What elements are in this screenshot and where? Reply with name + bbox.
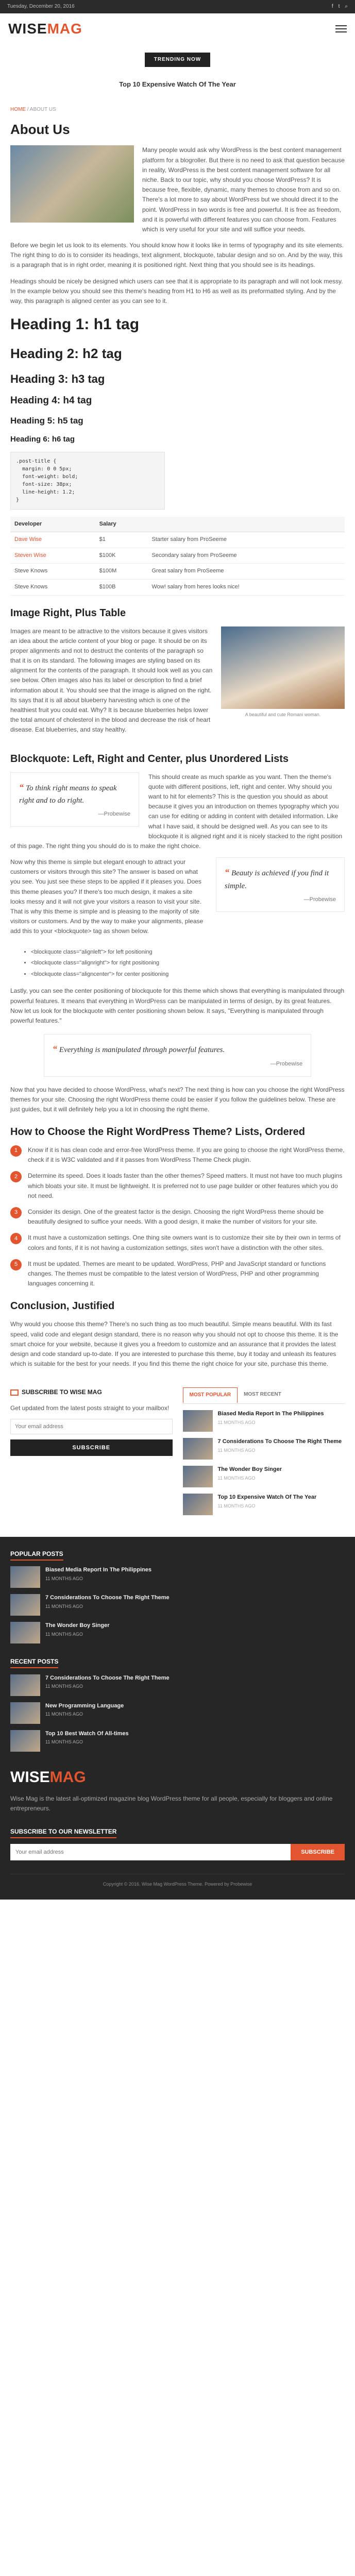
twitter-icon[interactable]: t — [338, 4, 340, 9]
section-heading-blockquote: Blockquote: Left, Right and Center, plus Unordered Lists — [10, 753, 289, 765]
footer-recent — [10, 1657, 345, 1751]
breadcrumb-home[interactable]: HOME — [10, 106, 26, 112]
table-cell: $100M — [95, 564, 148, 580]
list-item — [10, 1233, 345, 1252]
salary-table — [10, 517, 345, 596]
post-thumbnail[interactable] — [183, 1494, 213, 1515]
social-icons — [332, 3, 348, 11]
list-item: • <blockquote class="alignright"> for right positioning — [31, 959, 345, 968]
post-thumbnail[interactable] — [10, 1702, 40, 1724]
list-item — [10, 1207, 345, 1227]
date-text: Tuesday, December 20, 2016 — [7, 4, 75, 9]
footer-about — [10, 1765, 345, 1814]
post-title[interactable]: Biased Media Report In The Philippines — [217, 1411, 324, 1417]
post-date: 11 MONTHS AGO — [217, 1503, 256, 1509]
post-title[interactable]: 7 Considerations To Choose The Right Theme — [217, 1438, 342, 1445]
quote-icon: “ — [52, 1044, 57, 1055]
table-header — [147, 517, 345, 532]
site-logo[interactable] — [8, 18, 82, 41]
main-content — [0, 106, 355, 1537]
list-item[interactable] — [183, 1494, 345, 1515]
list-item[interactable] — [183, 1410, 345, 1432]
posts-tabs-widget — [183, 1387, 345, 1521]
header — [0, 13, 355, 44]
quote-paragraph-3: Lastly, you can see the center positioning of blockquote for this theme which shows that everything is manipulated through powerful features. It means that everything in WordPress can be manipulated in terms of design, by its great features. Now let us look for the blockquote with center positioning shown below. It says, "Everything is manipulated through powerful features." — [10, 987, 345, 1024]
list-item[interactable] — [10, 1594, 345, 1616]
logo-part-a: WISE — [8, 20, 47, 37]
table-row — [10, 532, 345, 548]
posts-tabs — [183, 1387, 345, 1404]
subscribe-button[interactable]: SUBSCRIBE — [10, 1439, 173, 1456]
table-row — [10, 548, 345, 564]
list-item[interactable] — [10, 1622, 345, 1643]
logo-part-b: MAG — [49, 1768, 86, 1786]
mail-icon — [10, 1389, 19, 1396]
quote-center-author: —Probewise — [270, 1060, 303, 1067]
image-section-paragraph: Images are meant to be attractive to the visitors because it gives visitors an idea about the article content of your blog or page. It should be on its proper alignments and not to destruct the contents of the paragraph so that it is on its standard. The following images are styling based on its alignment for the contents of the paragraph. It should look well as you can see below. Often images also has its label or description to find a brief information about it. You should see that the image is aligned on the right. Its says that it is all about blueberry harvesting which is one of the healthiest fruit you could eat. Why? It is because blueberries helps lower the total amount of cholesterol in the blood and decrease the risk of heart disease. Eat blueberries, and stay healthy. — [10, 627, 213, 734]
list-item: • <blockquote class="alignleft"> for left positioning — [31, 948, 345, 957]
quote-icon: “ — [225, 867, 229, 878]
step-text: It must be updated. Themes are meant to be updated. WordPress, PHP and JavaScript standard or functions changes. The themes must be compatible to the latest version of WordPress, PHP and other programming languages concerning it. — [28, 1260, 326, 1287]
facebook-icon[interactable]: f — [331, 4, 333, 9]
list-item — [10, 1145, 345, 1165]
section-heading-theme: How to Choose the Right WordPress Theme? Lists, Ordered — [10, 1126, 305, 1138]
list-item[interactable] — [10, 1702, 345, 1724]
list-item[interactable] — [10, 1674, 345, 1696]
subscribe-widget — [10, 1387, 173, 1521]
intro-paragraph-2: Before we begin let us look to its elements. You should know how it looks like in terms of typography and its site elements. The right thing to do is to consider its headings, text alignment, blockquote, tabular design and so on. And by the way, this is a paragraph that is in right order, meaning it is positioned right. Next thing that you should see is its headings. — [10, 242, 344, 269]
table-cell: Great salary from ProSeeme — [147, 564, 345, 580]
table-cell: $1 — [95, 532, 148, 548]
list-item — [10, 1171, 345, 1201]
blockquote-right — [216, 857, 345, 912]
table-cell: Secondary salary from ProSeeme — [147, 548, 345, 564]
breadcrumb — [10, 106, 345, 114]
post-title[interactable]: Top 10 Best Watch Of All-times — [45, 1730, 129, 1737]
table-cell: Starter salary from ProSeeme — [147, 532, 345, 548]
ordered-list — [10, 1145, 345, 1289]
footer-popular-title: POPULAR POSTS — [10, 1550, 63, 1561]
breadcrumb-current: ABOUT US — [29, 106, 56, 112]
list-item[interactable] — [10, 1730, 345, 1752]
heading-3: Heading 3: h3 tag — [10, 372, 105, 385]
table-cell: Steve Knows — [10, 579, 95, 595]
menu-icon[interactable] — [335, 25, 347, 32]
intro-paragraph-1: Many people would ask why WordPress is the best content management platform for a blogroller. But there is no need to ask that question because in reality, WordPress is the best content management software for all niche. Back to our topic, why should you choose WordPress? It is because free, flexible, dynamic, many themes to choose from and so on. There's a lot more to say about WordPress but we should direct it to the point. WordPress in two words is free and powerful. It is free as freedom, and it is powerful with different features you can choose from. Features which is very useful for your site and will suffice your needs. — [142, 146, 345, 233]
step-text: Know if it is has clean code and error-free WordPress theme. If you are going to choose the right WordPress theme, check if it is W3C validated and if it passes from WordPress Theme Check plugin. — [28, 1146, 345, 1164]
footer-about-text: Wise Mag is the latest all-optimized magazine blog WordPress theme for all people, especially for bloggers and online entrepreneurs. — [10, 1794, 333, 1812]
top-bar — [0, 0, 355, 13]
quote-right-text: Beauty is achieved if you find it simple. — [225, 869, 329, 890]
unordered-list — [31, 948, 345, 979]
conclusion-paragraph: Why would you choose this theme? There's no such thing as too much beautiful. Simple means beautiful. With its fast speed, valid code and elegant design standard, there is no reason why you should not opt to choose this theme. It is the smart choice for your website, because it gives you a freedom to customize and an assurance that it provides the latest design and code standard up-to-date. If you are interested to purchase this theme, buy it today and unleash its features which is suitable for the best for your needs. If you find this theme the right choice for your site, purchase this theme. — [10, 1320, 339, 1368]
newsletter-title: SUBSCRIBE TO OUR NEWSLETTER — [10, 1828, 116, 1838]
table-cell: $100K — [95, 548, 148, 564]
list-item[interactable] — [183, 1466, 345, 1487]
quote-paragraph-1: This should create as much sparkle as you want. Then the theme's quote with different positions, left, right and center. Why should you want to hit for elements? This is the question you should as about because it gives you an introduction on themes typography which you can use for editing or adding in content with detailed information. Like what I have said, it should be designed well. As you can see to its blockquote it is aligned right and it is nicely stacked to the right position of this page. The right thing you should do is to make the right choice. — [10, 773, 343, 850]
heading-2: Heading 2: h2 tag — [10, 346, 122, 362]
intro-paragraph-3: Headings should be nicely be designed which users can see that it is appropriate to its paragraph and will not look messy. In the example below you should see this theme's heading from H1 to H6 as well as its preformatted styling. And by the way, this paragraph is aligned center as you can see to it. — [10, 277, 343, 305]
newsletter-subscribe-button[interactable]: SUBSCRIBE — [291, 1844, 345, 1860]
widgets-area — [10, 1382, 345, 1537]
post-thumbnail[interactable] — [183, 1466, 213, 1487]
table-cell[interactable]: Dave Wise — [10, 532, 95, 548]
quote-paragraph-2: Now why this theme is simple but elegant enough to attract your customers or visitors through this site? The answer is based on what you see. You just see these steps to be applied if it pleases you. Does this theme pleases you? If there's too much design, it makes a site looks messy and it will not give your visitors a reason to visit your site. That is why this theme is simple and is pleasing to the majority of site visitors or customers. And by the way to make your alignments, please add this to your <blockquote> tag as shown below. — [10, 858, 204, 935]
heading-6: Heading 6: h6 tag — [10, 434, 75, 444]
footer-recent-title: RECENT POSTS — [10, 1658, 58, 1668]
post-date: 11 MONTHS AGO — [45, 1575, 83, 1581]
image-caption: A beautiful and cute Romani woman. — [245, 711, 321, 717]
table-cell: Steve Knows — [10, 564, 95, 580]
list-item — [10, 1259, 345, 1289]
code-block: .post-title { margin: 0 0 5px; font-weight: bold; font-size: 38px; line-height: 1.2; } — [10, 452, 165, 510]
newsletter-email-field[interactable] — [10, 1844, 291, 1860]
logo-part-b: MAG — [47, 20, 82, 37]
search-icon[interactable]: ⌕ — [345, 4, 348, 9]
subscribe-text: Get updated from the latest posts straight to your mailbox! — [10, 1404, 170, 1412]
quote-icon: “ — [19, 782, 24, 792]
post-thumbnail[interactable] — [10, 1566, 40, 1588]
tab-most-recent[interactable]: MOST RECENT — [244, 1392, 281, 1398]
conclusion-heading: Conclusion, Justified — [10, 1300, 115, 1312]
list-item: • <blockquote class="aligncenter"> for center positioning — [31, 970, 345, 979]
post-thumbnail[interactable] — [10, 1594, 40, 1616]
heading-1: Heading 1: h1 tag — [10, 316, 140, 333]
theme-intro-paragraph: Now that you have decided to choose WordPress, what's next? The next thing is how can you choose the right WordPress themes for your site. Choosing the right WordPress theme could be easier if you follow the guidelines below. These are just guides, but it will definitely help you a lot in choosing the right theme. — [10, 1086, 345, 1113]
step-number: 4 — [10, 1233, 22, 1244]
post-thumbnail[interactable] — [183, 1410, 213, 1432]
quote-right-author: —Probewise — [303, 896, 336, 903]
breadcrumb-separator: / — [26, 106, 30, 112]
table-cell: Wow! salary from heres looks nice! — [147, 579, 345, 595]
quote-left-text: To think right means to speak right and to do right. — [19, 784, 117, 805]
post-title[interactable]: Biased Media Report In The Philippines — [45, 1567, 151, 1573]
post-thumbnail[interactable] — [10, 1730, 40, 1752]
step-text: It must have a customization settings. One thing site owners want is to customize their site by their own in terms of colors and fonts, if it is not having a customization settings, sites won't have a distinction with the other sites. — [28, 1234, 341, 1251]
post-thumbnail[interactable] — [10, 1674, 40, 1696]
blockquote-left — [10, 772, 139, 827]
table-cell[interactable]: Steven Wise — [10, 548, 95, 564]
woman-image — [221, 626, 345, 709]
post-thumbnail[interactable] — [10, 1622, 40, 1643]
post-thumbnail[interactable] — [183, 1438, 213, 1460]
page-title: About Us — [10, 121, 70, 137]
step-number: 5 — [10, 1259, 22, 1270]
table-header: Salary — [95, 517, 148, 532]
step-number: 1 — [10, 1145, 22, 1157]
footer — [0, 1537, 355, 1899]
post-date: 11 MONTHS AGO — [217, 1419, 256, 1425]
heading-4: Heading 4: h4 tag — [10, 395, 92, 406]
post-date: 11 MONTHS AGO — [45, 1631, 83, 1637]
copyright: Copyright © 2016. Wise Mag WordPress Theme. Powered by Probewise — [10, 1874, 345, 1894]
table-row — [10, 564, 345, 580]
email-field[interactable] — [10, 1419, 173, 1434]
post-title[interactable]: 7 Considerations To Choose The Right Theme — [45, 1674, 170, 1681]
post-title[interactable]: 7 Considerations To Choose The Right Theme — [45, 1595, 170, 1601]
logo-part-a: WISE — [10, 1768, 50, 1786]
footer-newsletter — [10, 1827, 345, 1860]
woman-image-figure — [221, 626, 345, 717]
post-title[interactable]: Top 10 Expensive Watch Of The Year — [217, 1494, 317, 1501]
blockquote-center — [44, 1034, 311, 1076]
quote-center-text: Everything is manipulated through powerful features. — [59, 1046, 225, 1055]
car-image — [10, 145, 134, 223]
post-date: 11 MONTHS AGO — [45, 1603, 83, 1609]
trending-title[interactable]: Top 10 Expensive Watch Of The Year — [119, 80, 236, 88]
step-text: Determine its speed. Does it loads faster than the other themes? Speed matters. It must not have too much plugins which bloats your site. It must be lightweight. It is preferred not to use page builder or other features which you do not need. — [28, 1172, 343, 1199]
step-number: 2 — [10, 1171, 22, 1182]
footer-popular — [10, 1549, 345, 1643]
heading-5: Heading 5: h5 tag — [10, 416, 83, 426]
post-date: 11 MONTHS AGO — [45, 1739, 83, 1744]
list-item[interactable] — [183, 1438, 345, 1460]
table-row — [10, 579, 345, 595]
post-date: 11 MONTHS AGO — [217, 1447, 256, 1453]
list-item[interactable] — [10, 1566, 345, 1588]
post-date: 11 MONTHS AGO — [45, 1711, 83, 1717]
table-header: Developer — [10, 517, 95, 532]
quote-left-author: —Probewise — [98, 811, 130, 818]
section-heading-image: Image Right, Plus Table — [10, 607, 126, 619]
post-title[interactable]: New Programming Language — [45, 1702, 124, 1709]
post-date: 11 MONTHS AGO — [45, 1683, 83, 1689]
trending-bar — [0, 44, 355, 72]
step-number: 3 — [10, 1207, 22, 1218]
table-cell: $100B — [95, 579, 148, 595]
footer-logo[interactable] — [10, 1765, 345, 1790]
subscribe-title: SUBSCRIBE TO WISE MAG — [22, 1388, 102, 1396]
post-title[interactable]: The Wonder Boy Singer — [45, 1622, 110, 1629]
post-title[interactable]: The Wonder Boy Singer — [217, 1466, 282, 1473]
trending-button[interactable]: TRENDING NOW — [145, 53, 210, 67]
tab-most-popular[interactable]: MOST POPULAR — [183, 1387, 238, 1403]
step-text: Consider its design. One of the greatest factor is the design. Choosing the right WordPress theme should be beautifully designed to suffice your needs. With a good design, it make the number of visitors for your site. — [28, 1208, 324, 1226]
post-date: 11 MONTHS AGO — [217, 1475, 256, 1481]
